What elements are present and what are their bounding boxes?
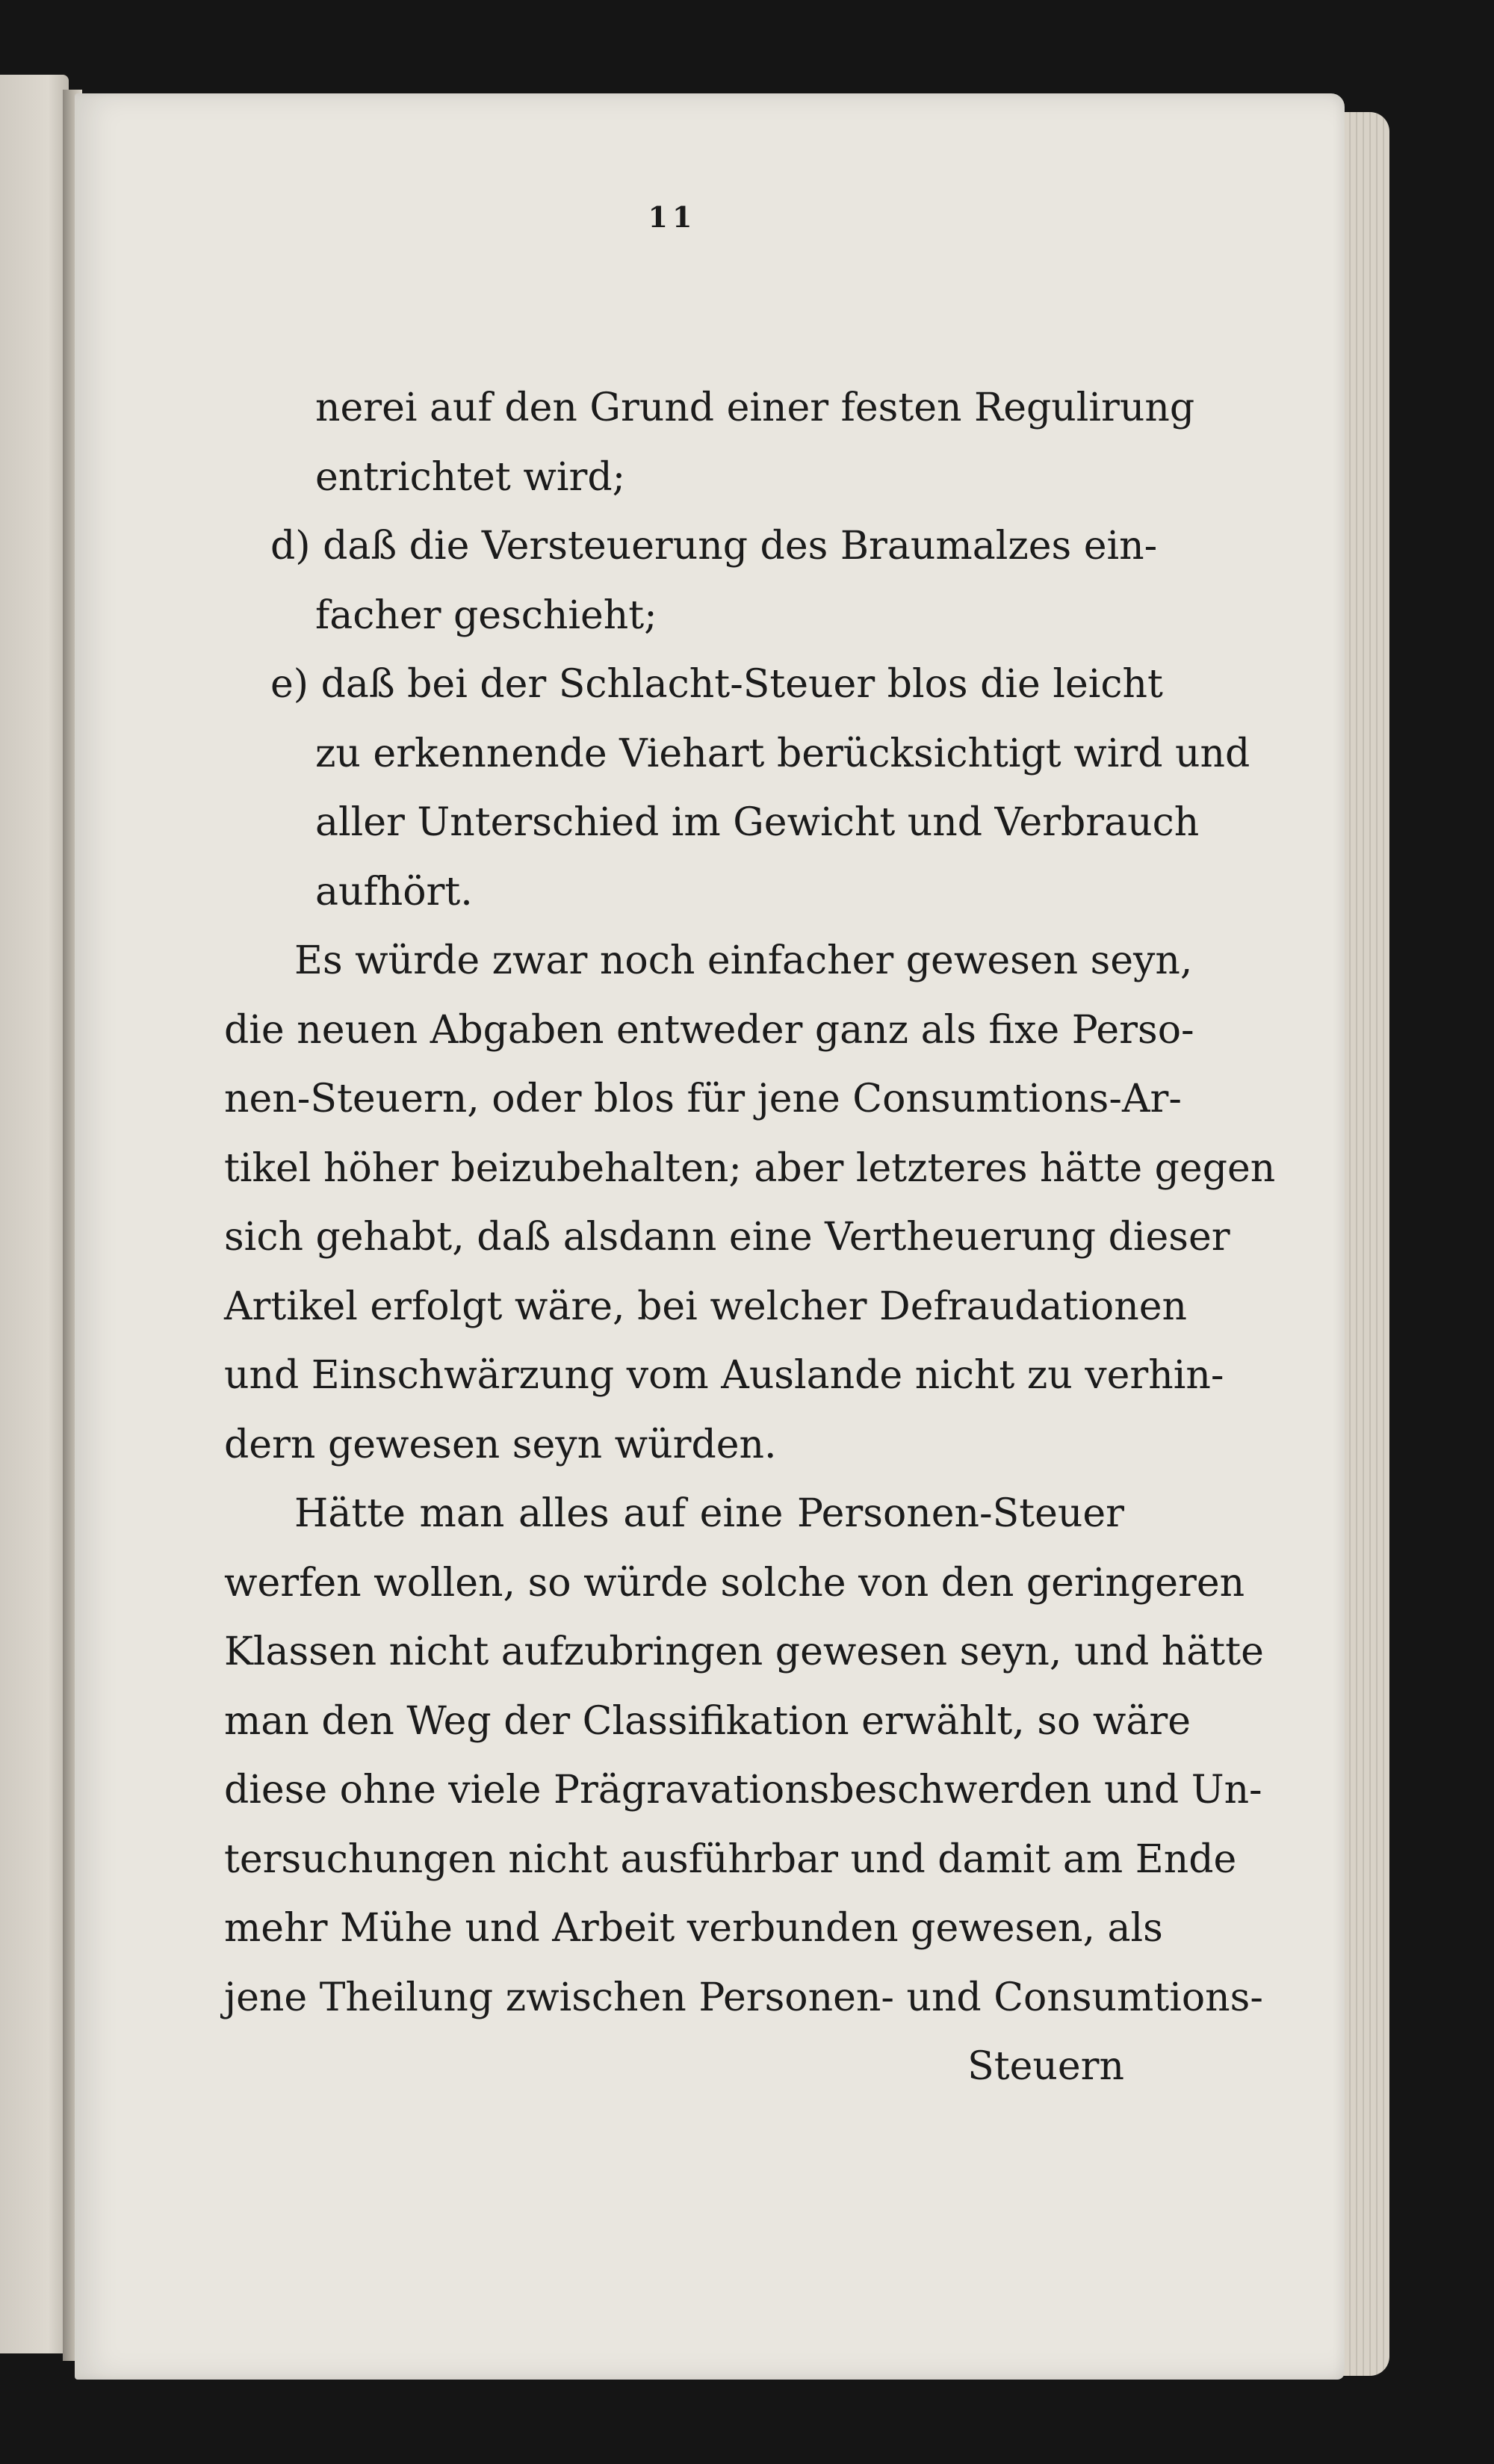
paragraph-start: Es würde zwar noch einfacher gewesen seyn, (294, 938, 1193, 983)
text-line: entrichtet wird; (315, 454, 626, 500)
text-line: man den Weg der Classifikation erwählt, so wäre (224, 1698, 1191, 1744)
facing-page-edge (0, 75, 69, 2353)
page-number: 11 (648, 200, 697, 234)
catchword: Steuern (967, 2044, 1124, 2089)
text-line: aufhört. (315, 869, 473, 914)
list-item-e: e) daß bei der Schlacht-Steuer blos die leicht (270, 662, 1163, 707)
text-line: sich gehabt, daß alsdann eine Vertheuerung dieser (224, 1215, 1230, 1260)
list-item-d: d) daß die Versteuerung des Braumalzes ein- (270, 524, 1158, 569)
text-line: Klassen nicht aufzubringen gewesen seyn, und hätte (224, 1629, 1264, 1674)
text-line: zu erkennende Viehart berücksichtigt wird und (315, 731, 1250, 776)
text-line: Artikel erfolgt wäre, bei welcher Defraudationen (224, 1284, 1187, 1329)
text-line: aller Unterschied im Gewicht und Verbrauch (315, 800, 1200, 845)
text-line: mehr Mühe und Arbeit verbunden gewesen, als (224, 1906, 1163, 1951)
text-line: nen-Steuern, oder blos für jene Consumtions-Ar- (224, 1077, 1182, 1121)
paragraph-start: Hätte man alles auf eine Personen-Steuer (294, 1491, 1124, 1536)
text-line: jene Theilung zwischen Personen- und Consumtions- (224, 1975, 1263, 2020)
text-line: werfen wollen, so würde solche von den geringeren (224, 1560, 1245, 1606)
text-line: diese ohne viele Prägravationsbeschwerden und Un- (224, 1768, 1262, 1813)
page-body-text (224, 374, 1276, 2102)
text-line: dern gewesen seyn würden. (224, 1422, 777, 1467)
text-line: die neuen Abgaben entweder ganz als fixe Perso- (224, 1007, 1194, 1053)
text-line: und Einschwärzung vom Auslande nicht zu verhin- (224, 1353, 1224, 1398)
text-line: tikel höher beizubehalten; aber letzteres hätte gegen (224, 1145, 1276, 1191)
text-line: facher geschieht; (315, 592, 657, 638)
text-line: nerei auf den Grund einer festen Regulirung (315, 386, 1195, 430)
text-line: tersuchungen nicht ausführbar und damit am Ende (224, 1836, 1237, 1882)
